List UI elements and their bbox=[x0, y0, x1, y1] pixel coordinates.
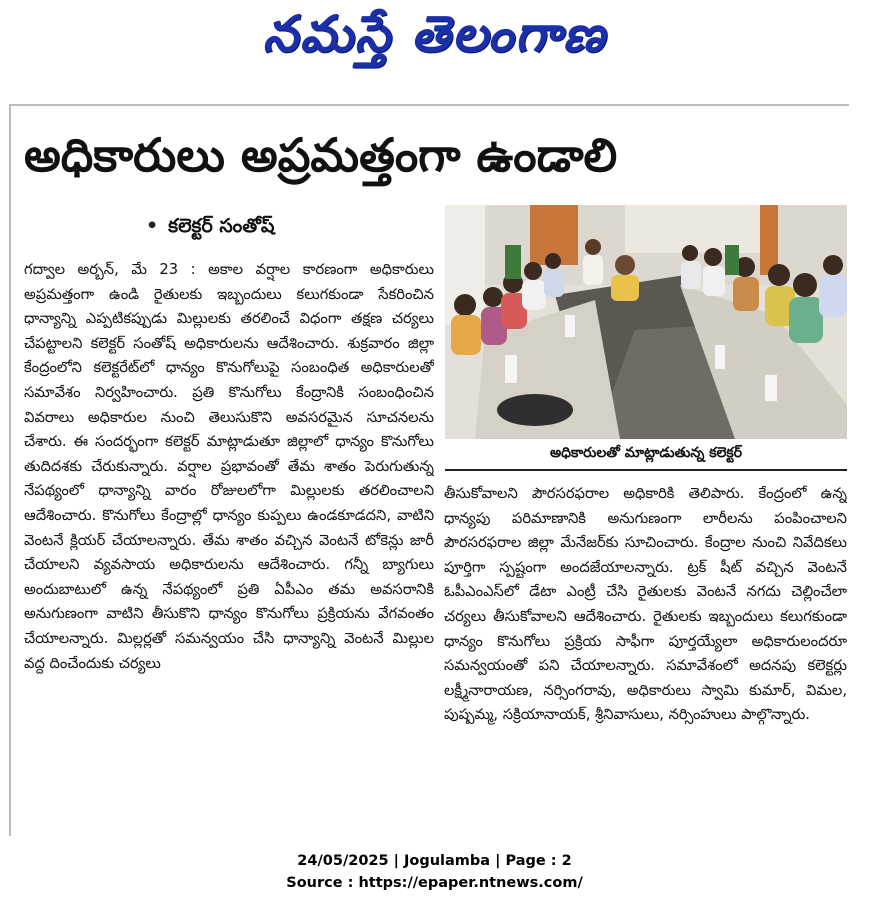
article-column-2 bbox=[444, 482, 847, 814]
caption-divider bbox=[445, 469, 847, 471]
news-photo bbox=[445, 205, 847, 439]
column-1-text: గద్వాల అర్బన్, మే 23 : అకాల వర్షాల కారణంగా అధికారులు అప్రమత్తంగా ఉండి రైతులకు ఇబ్బందులు కలుగకుండా సేకరించిన ధాన్యాన్ని ఎప్పటికప్పుడు మిల్లులకు తరలించే విధంగా తక్షణ చర్యలు చేపట్టాలని కలెక్టర్ సంతోష్ అధికారులను ఆదేశించారు. శుక్రవారం జిల్లా కేంద్రంలోని కలెక్టరేట్‌లో ధాన్యం కొనుగోలుపై సంబంధిత అధికారులతో సమావేశం నిర్వహించారు. ప్రతి కొనుగోలు కేంద్రానికి సంబంధించిన వివరాలు అధికారుల నుంచి తెలుసుకొని అవసరమైన సూచనలను చేశారు. ఈ సందర్భంగా కలెక్టర్ మాట్లాడుతూ జిల్లాలో ధాన్యం కొనుగోలు తుదిదశకు చేరుకున్నారు. వర్షాల ప్రభావంతో తేమ శాతం పెరుగుతున్న నేపథ్యంలో ధాన్యాన్ని వారం రోజులలోగా మిల్లులకు తరలించాలని ఆదేశించారు. కొనుగోలు కేంద్రాల్లో ధాన్యం కుప్పలు ఉండకూడదని, వాటిని వెంటనే క్లియర్ చేయాలన్నారు. తేమ శాతం వచ్చిన వెంటనే టోకెన్లు జారీ చేయాలని వ్యవసాయ అధికారులను ఆదేశించారు. గన్నీ బ్యాగులు అందుబాటులో ఉన్న నేపథ్యంలో ప్రతి ఏపీఎం తమ అవసరానికి అనుగుణంగా వాటిని తీసుకొని ధాన్యం కొనుగోలు ప్రక్రియను వేగవంతం చేయాలన్నారు. మిల్లర్లతో సమన్వయం చేసి ధాన్యాన్ని వెంటనే మిల్లుల వద్ద దించేందుకు చర్యలు bbox=[24, 261, 434, 672]
newspaper-logo: నమస్తే తెలంగాణ bbox=[262, 4, 607, 63]
meeting-photo bbox=[445, 205, 847, 439]
headline: అధికారులు అప్రమత్తంగా ఉండాలి bbox=[24, 128, 618, 182]
column-2-text: తీసుకోవాలని పౌరసరఫరాల అధికారికి తెలిపారు. కేంద్రంలో ఉన్న ధాన్యపు పరిమాణానికి అనుగుణంగా లారీలను పంపించాలని పౌరసరఫరాల జిల్లా మేనేజర్‌కు సూచించారు. కేంద్రాల నుంచి నివేదికలు పూర్తిగా స్పష్టంగా అందజేయాలన్నారు. ట్రక్ షీట్ వచ్చిన వెంటనే ఓపీఎంఎస్‌లో డేటా ఎంట్రీ చేసి రైతులకు వెంటనే నగదు చెల్లించేలా చర్యలు తీసుకోవాలని ఆదేశించారు. రైతులకు ఇబ్బందులు కలుగకుండా ధాన్యం కొనుగోలు ప్రక్రియ సాఫీగా పూర్తయ్యేలా అధికారులందరూ సమన్వయంతో పని చేయాలన్నారు. సమావేశంలో అదనపు కలెక్టర్లు లక్ష్మీనారాయణ, నర్సింగరావు, అధికారులు స్వామి కుమార్, విమల, పుష్పమ్మ, సక్రియానాయక్, శ్రీనివాసులు, నర్సింహులు పాల్గొన్నారు. bbox=[444, 485, 847, 724]
byline-text: కలెక్టర్ సంతోష్ bbox=[168, 215, 275, 237]
photo-caption: అధికారులతో మాట్లాడుతున్న కలెక్టర్ bbox=[549, 445, 743, 461]
bullet-icon: • bbox=[146, 215, 159, 237]
article-column-1 bbox=[24, 258, 434, 813]
footer-date-line: 24/05/2025 | Jogulamba | Page : 2 bbox=[297, 853, 572, 869]
byline bbox=[146, 212, 274, 240]
footer-source-line: Source : https://epaper.ntnews.com/ bbox=[286, 875, 583, 891]
masthead bbox=[0, 0, 869, 80]
footer bbox=[0, 850, 869, 894]
